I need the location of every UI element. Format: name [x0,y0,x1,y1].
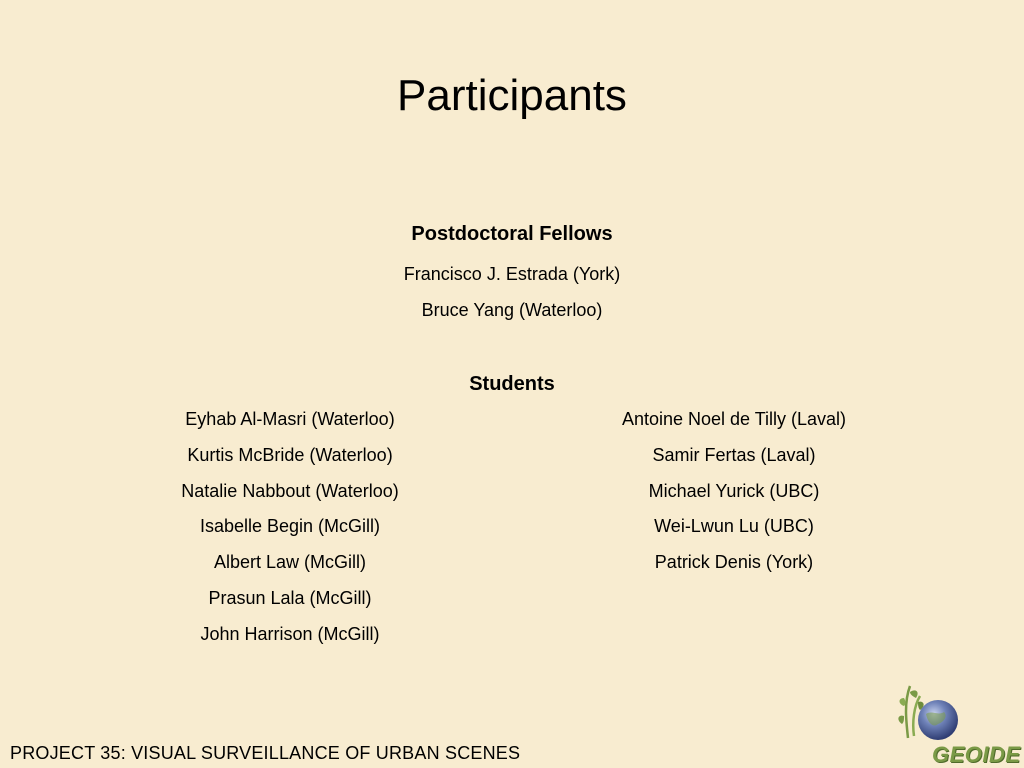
student-name-left: Isabelle Begin (McGill) [199,516,381,536]
student-name-right: Samir Fertas (Laval) [652,445,816,465]
slide-title: Participants [397,71,627,120]
student-name-right: Antoine Noel de Tilly (Laval) [621,409,847,429]
student-name-left: Albert Law (McGill) [213,552,367,572]
student-name-right: Wei-Lwun Lu (UBC) [654,516,814,536]
students-heading: Students [469,373,555,395]
student-name-right: Patrick Denis (York) [654,552,814,572]
footer-project-title: PROJECT 35: VISUAL SURVEILLANCE OF URBAN SCENES [10,743,521,763]
postdocs-heading: Postdoctoral Fellows [411,223,613,245]
student-name-left: Prasun Lala (McGill) [208,588,372,608]
geoide-logo-text: GEOIDE [932,742,1021,767]
geoide-logo [890,680,1024,768]
globe-plant-logo-icon [894,680,974,750]
student-name-left: John Harrison (McGill) [200,624,380,644]
postdoc-name: Bruce Yang (Waterloo) [421,300,603,320]
postdoc-name: Francisco J. Estrada (York) [403,264,621,284]
student-name-right: Michael Yurick (UBC) [648,481,820,501]
student-name-left: Natalie Nabbout (Waterloo) [181,481,399,501]
student-name-left: Eyhab Al-Masri (Waterloo) [185,409,395,429]
student-name-left: Kurtis McBride (Waterloo) [187,445,393,465]
